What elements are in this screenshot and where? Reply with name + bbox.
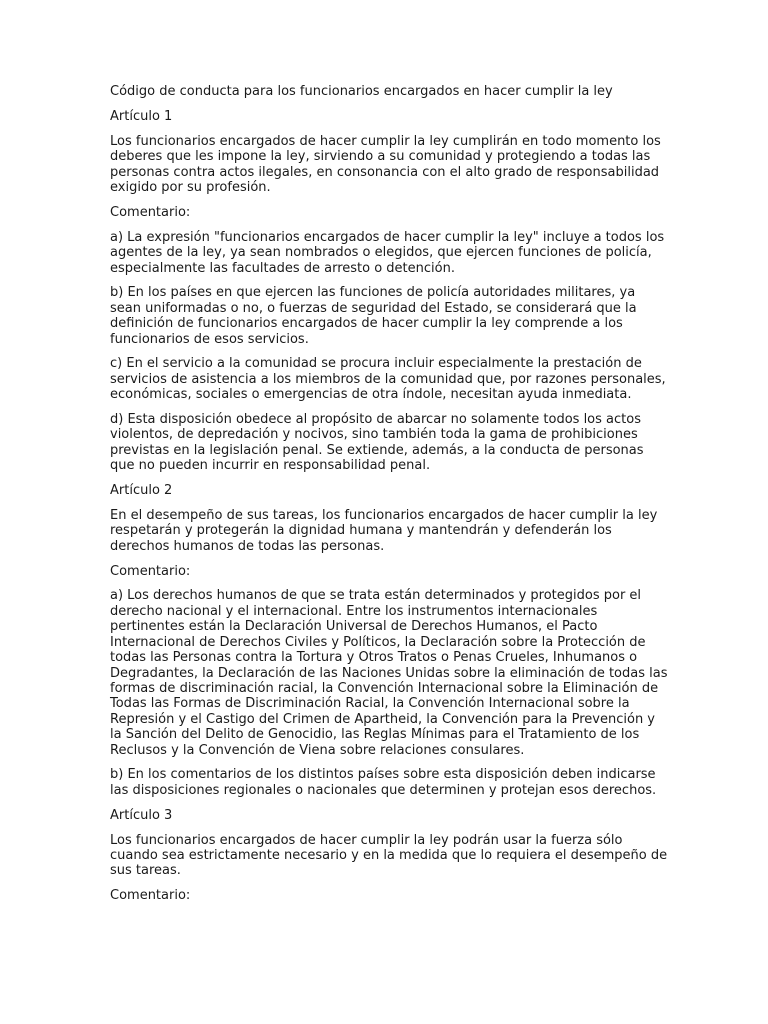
article-3-commentary-label: Comentario: — [110, 888, 191, 904]
article-1-commentary-b: b) En los países en que ejercen las funciones de policía autoridades militares, ya sean uniformadas o no, o fuerzas de seguridad del Estado, se considerará que la definición de funcionarios encargados de hacer cumplir la ley comprende a los funcionarios de esos servicios. — [110, 285, 637, 347]
article-1-commentary-a: a) La expresión "funcionarios encargados de hacer cumplir la ley" incluye a todos los agentes de la ley, ya sean nombrados o elegidos, que ejercen funciones de policía, especialmente las facultades de arresto o detención. — [110, 229, 665, 276]
article-1-commentary-c: c) En el servicio a la comunidad se procura incluir especialmente la prestación de servicios de asistencia a los miembros de la comunidad que, por razones personales, económicas, sociales o emergencias de otra índole, necesitan ayuda inmediata. — [110, 356, 666, 403]
document-title: Código de conducta para los funcionarios encargados en hacer cumplir la ley — [110, 84, 613, 99]
article-1-commentary-d: d) Esta disposición obedece al propósito de abarcar no solamente todos los actos violentos, de depredación y nocivos, sino también toda la gama de prohibiciones previstas en la legislación penal. Se extiende, además, a la conducta de personas que no pueden incurrir en responsabilidad penal. — [110, 412, 644, 474]
article-2-commentary-label: Comentario: — [110, 563, 191, 579]
article-2-heading: Artículo 2 — [110, 483, 173, 499]
article-2-commentary-a: a) Los derechos humanos de que se trata están determinados y protegidos por el derecho nacional y el internacional. Entre los instrumentos internacionales pertinentes están la Declaración Universal de Derechos Humanos, el Pacto Internacional de Derechos Civiles y Políticos, la Declaración sobre la Protección de todas las Personas contra la Tortura y Otros Tratos o Penas Crueles, Inhumanos o Degradantes, la Declaración de las Naciones Unidas sobre la eliminación de todas las formas de discriminación racial, la Convención Internacional sobre la Eliminación de Todas las Formas de Discriminación Racial, la Convención Internacional sobre la Represión y el Castigo del Crimen de Apartheid, la Convención para la Prevención y la Sanción del Delito de Genocidio, las Reglas Mínimas para el Tratamiento de los Reclusos y la Convención de Viena sobre relaciones consulares. — [110, 588, 668, 758]
article-1-heading: Artículo 1 — [110, 109, 173, 124]
article-2-text: En el desempeño de sus tareas, los funcionarios encargados de hacer cumplir la ley respetarán y protegerán la dignidad humana y mantendrán y defenderán los derechos humanos de todas las personas. — [110, 508, 658, 554]
article-3-text: Los funcionarios encargados de hacer cumplir la ley podrán usar la fuerza sólo cuando sea estrictamente necesario y en la medida que lo requiera el desempeño de sus tareas. — [110, 832, 668, 879]
document-page — [110, 84, 670, 913]
article-1-text: Los funcionarios encargados de hacer cumplir la ley cumplirán en todo momento los deberes que les impone la ley, sirviendo a su comunidad y protegiendo a todas las personas contra actos ilegales, en consonancia con el alto grado de responsabilidad exigido por su profesión. — [110, 134, 661, 196]
article-1-commentary-label: Comentario: — [110, 205, 191, 221]
article-2-commentary-b: b) En los comentarios de los distintos países sobre esta disposición deben indicarse las disposiciones regionales o nacionales que determinen y protejan esos derechos. — [110, 767, 657, 798]
article-3-heading: Artículo 3 — [110, 807, 173, 823]
